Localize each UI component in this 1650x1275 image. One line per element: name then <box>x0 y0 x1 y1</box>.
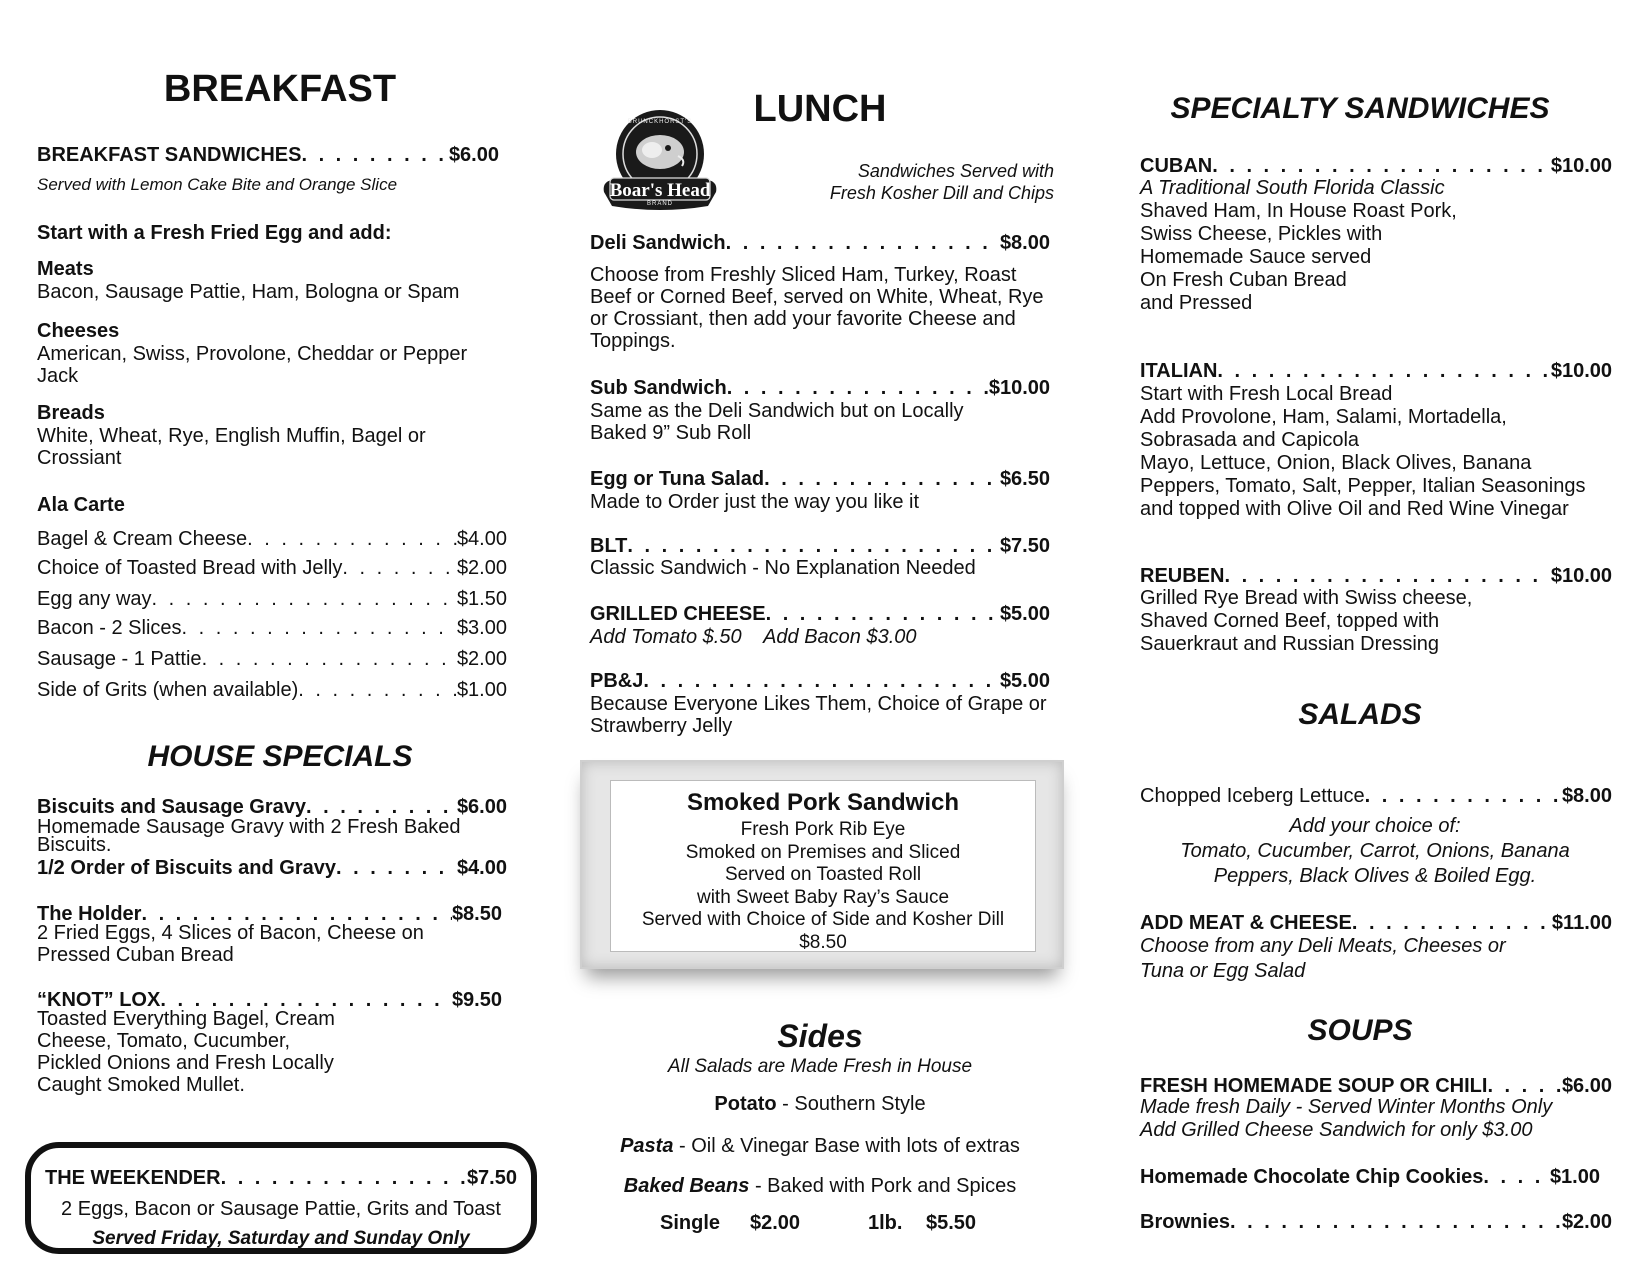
meat-cheese-desc <box>1140 934 1600 984</box>
choice-line: Add your choice of: <box>1289 815 1461 837</box>
breakfast-title: BREAKFAST <box>163 68 397 110</box>
house-specials-title: HOUSE SPECIALS <box>147 740 413 773</box>
item-label: The Holder <box>37 903 142 925</box>
item-price: $10.00 <box>1550 565 1612 587</box>
item-label: Chopped Iceberg Lettuce <box>1140 785 1365 807</box>
grilled-cheese-desc: Add Tomato $.50 Add Bacon $3.00 <box>590 626 917 648</box>
item-price: $6.00 <box>456 796 507 818</box>
soups-title: SOUPS <box>1307 1014 1413 1047</box>
item-price: $9.50 <box>451 989 502 1011</box>
item-label: BLT <box>590 535 628 557</box>
breakfast-sandwiches-row <box>37 144 499 166</box>
desc-line: Shaved Corned Beef, topped with <box>1140 610 1440 632</box>
knot-lox-desc: Toasted Everything Bagel, Cream Cheese, Tomato, Cucumber, Pickled Onions and Fresh Locally Caught Smoked Mullet. <box>37 1008 335 1096</box>
item-price: $5.00 <box>999 603 1050 625</box>
reuben-row <box>1140 565 1612 587</box>
item-price: $2.00 <box>456 557 507 579</box>
side-text: - Southern Style <box>776 1093 926 1115</box>
side-label: Baked Beans <box>623 1175 750 1197</box>
desc-line: Add Grilled Cheese Sandwich for only $3.00 <box>1140 1119 1533 1141</box>
side-label: Pasta <box>620 1135 674 1157</box>
feature-line: with Sweet Baby Ray’s Sauce <box>696 886 950 908</box>
pbj-desc: Because Everyone Likes Them, Choice of Grape or Strawberry Jelly <box>590 693 1047 737</box>
item-label: FRESH HOMEMADE SOUP OR CHILI <box>1140 1075 1488 1097</box>
cuban-row <box>1140 155 1612 177</box>
item-label: Biscuits and Sausage Gravy <box>37 796 307 818</box>
side-lb-price: $5.50 <box>926 1212 977 1234</box>
item-price: $4.00 <box>456 528 507 550</box>
item-price: $5.00 <box>999 670 1050 692</box>
soup-desc <box>1140 1096 1610 1142</box>
desc-line: Tuna or Egg Salad <box>1140 960 1306 982</box>
desc-line: Sauerkraut and Russian Dressing <box>1140 633 1440 655</box>
item-label: ADD MEAT & CHEESE <box>1140 912 1352 934</box>
iceberg-row <box>1140 785 1612 807</box>
alacarte-label: Ala Carte <box>37 494 125 516</box>
blt-desc: Classic Sandwich - No Explanation Needed <box>590 557 976 579</box>
desc-line: Grilled Rye Bread with Swiss cheese, <box>1140 587 1473 609</box>
item-label: THE WEEKENDER <box>45 1167 221 1189</box>
feature-panel <box>610 780 1036 952</box>
side-pasta <box>580 1135 1060 1157</box>
alacarte-item <box>37 679 507 701</box>
item-price: $8.00 <box>999 232 1050 254</box>
side-potato <box>600 1093 1040 1115</box>
lunch-served-line-1: Sandwiches Served with <box>857 161 1054 181</box>
desc-line: and Pressed <box>1140 292 1253 314</box>
item-label: Homemade Chocolate Chip Cookies <box>1140 1166 1484 1188</box>
lunch-served-line-2: Fresh Kosher Dill and Chips <box>829 183 1054 203</box>
item-price: $1.00 <box>456 679 507 701</box>
italian-row <box>1140 360 1612 382</box>
alacarte-item <box>37 588 507 610</box>
logo-bottom-text: BRAND <box>646 201 673 207</box>
item-price: $10.00 <box>1550 360 1612 382</box>
holder-desc: 2 Fried Eggs, 4 Slices of Bacon, Cheese on Pressed Cuban Bread <box>37 922 424 966</box>
desc-line: and topped with Olive Oil and Red Wine Vinegar <box>1140 498 1569 520</box>
desc-line: Add Provolone, Ham, Salami, Mortadella, <box>1140 406 1507 428</box>
item-price: $10.00 <box>988 377 1050 399</box>
alacarte-item <box>37 648 507 670</box>
weekender-desc: 2 Eggs, Bacon or Sausage Pattie, Grits and Toast <box>61 1198 501 1220</box>
boars-head-logo <box>598 108 722 212</box>
item-price: $10.00 <box>1550 155 1612 177</box>
desc-line: Sobrasada and Capicola <box>1140 429 1360 451</box>
side-single-price: $2.00 <box>750 1212 801 1234</box>
egg-tuna-desc: Made to Order just the way you like it <box>590 491 920 513</box>
item-price: $2.00 <box>1561 1211 1612 1233</box>
item-price: $1.00 <box>1549 1166 1600 1188</box>
item-price: $3.00 <box>456 617 507 639</box>
feature-price: $8.50 <box>799 931 847 953</box>
item-label: 1/2 Order of Biscuits and Gravy <box>37 857 336 879</box>
item-label: Deli Sandwich <box>590 232 726 254</box>
item-price: $8.50 <box>451 903 502 925</box>
side-text: - Baked with Pork and Spices <box>749 1175 1017 1197</box>
item-price: $4.00 <box>456 857 507 879</box>
sides-subtitle: All Salads are Made Fresh in House <box>667 1056 973 1077</box>
desc-line: Swiss Cheese, Pickles with <box>1140 223 1383 245</box>
item-label: Sub Sandwich <box>590 377 727 399</box>
item-price: $6.00 <box>448 144 499 166</box>
soup-row <box>1140 1075 1612 1097</box>
item-label: Sausage - 1 Pattie <box>37 648 202 670</box>
feature-title: Smoked Pork Sandwich <box>686 789 960 816</box>
item-label: Bacon - 2 Slices <box>37 617 182 639</box>
choice-line: Peppers, Black Olives & Boiled Egg. <box>1213 865 1537 887</box>
feature-line: Fresh Pork Rib Eye <box>740 819 906 840</box>
item-label: ITALIAN <box>1140 360 1218 382</box>
breakfast-start: Start with a Fresh Fried Egg and add: <box>37 222 392 244</box>
logo-top-text: BRUNCKHORST'S <box>627 119 693 125</box>
item-price: $2.00 <box>456 648 507 670</box>
logo-name: Boar's Head <box>609 180 711 201</box>
item-label: PB&J <box>590 670 644 692</box>
breads-text: White, Wheat, Rye, English Muffin, Bagel or Crossiant <box>37 425 426 469</box>
breakfast-sandwiches-note: Served with Lemon Cake Bite and Orange Slice <box>37 175 398 194</box>
desc-line: Mayo, Lettuce, Onion, Black Olives, Banana <box>1140 452 1532 474</box>
breads-label: Breads <box>37 402 105 424</box>
item-label: BREAKFAST SANDWICHES <box>37 144 302 166</box>
meat-cheese-row <box>1140 912 1612 934</box>
side-beans <box>580 1175 1060 1197</box>
item-label: Choice of Toasted Bread with Jelly <box>37 557 343 579</box>
desc-line: Peppers, Tomato, Salt, Pepper, Italian Seasonings <box>1140 475 1586 497</box>
sub-row <box>590 377 1050 399</box>
weekender-box <box>25 1142 537 1254</box>
item-price: $1.50 <box>456 588 507 610</box>
weekender-note: Served Friday, Saturday and Sunday Only <box>92 1228 470 1249</box>
feature-lines <box>611 819 1035 954</box>
item-label: Egg or Tuna Salad <box>590 468 765 490</box>
salads-title: SALADS <box>1298 698 1422 731</box>
item-label: REUBEN <box>1140 565 1225 587</box>
desc-line: On Fresh Cuban Bread <box>1140 269 1347 291</box>
desc-line: Made fresh Daily - Served Winter Months Only <box>1140 1096 1553 1118</box>
meats-label: Meats <box>37 258 94 280</box>
alacarte-item <box>37 528 507 550</box>
reuben-desc <box>1140 587 1600 656</box>
item-price: $8.00 <box>1561 785 1612 807</box>
deli-desc: Choose from Freshly Sliced Ham, Turkey, Roast Beef or Corned Beef, served on White, Wheat, Rye or Crossiant, then add your favorite Cheese and Toppings. <box>590 264 1044 352</box>
cuban-desc <box>1140 200 1600 315</box>
brownies-row <box>1140 1211 1612 1233</box>
item-label: GRILLED CHEESE <box>590 603 766 625</box>
cheeses-text: American, Swiss, Provolone, Cheddar or Pepper Jack <box>37 343 468 387</box>
sides-title: Sides <box>777 1018 863 1054</box>
item-label: Bagel & Cream Cheese <box>37 528 248 550</box>
weekender-row <box>45 1167 517 1189</box>
salad-choice <box>1140 814 1610 889</box>
desc-line: Homemade Sauce served <box>1140 246 1372 268</box>
half-order-row <box>37 857 507 879</box>
desc-line: Choose from any Deli Meats, Cheeses or <box>1140 935 1506 957</box>
alacarte-item <box>37 617 507 639</box>
egg-tuna-row <box>590 468 1050 490</box>
item-label: “KNOT” LOX <box>37 989 161 1011</box>
item-label: Brownies <box>1140 1211 1231 1233</box>
item-price: $6.50 <box>999 468 1050 490</box>
biscuits-row <box>37 796 507 818</box>
feature-line: Smoked on Premises and Sliced <box>685 841 961 863</box>
lunch-title: LUNCH <box>753 88 887 130</box>
sub-desc: Same as the Deli Sandwich but on Locally Baked 9” Sub Roll <box>590 400 964 444</box>
side-text: - Oil & Vinegar Base with lots of extras <box>673 1135 1020 1157</box>
item-price: $11.00 <box>1551 912 1612 934</box>
item-price: $7.50 <box>999 535 1050 557</box>
item-label: CUBAN <box>1140 155 1213 177</box>
alacarte-item <box>37 557 507 579</box>
meats-text: Bacon, Sausage Pattie, Ham, Bologna or Spam <box>37 281 460 303</box>
specialty-title: SPECIALTY SANDWICHES <box>1170 92 1550 125</box>
cheeses-label: Cheeses <box>37 320 120 342</box>
desc-line: Start with Fresh Local Bread <box>1140 383 1393 405</box>
item-label: Egg any way <box>37 588 152 610</box>
item-price: $6.00 <box>1561 1075 1612 1097</box>
italian-desc <box>1140 383 1620 521</box>
grilled-cheese-row <box>590 603 1050 625</box>
desc-line: Shaved Ham, In House Roast Pork, <box>1140 200 1457 222</box>
biscuits-desc: Homemade Sausage Gravy with 2 Fresh Baked Biscuits. <box>37 816 461 856</box>
blt-row <box>590 535 1050 557</box>
feature-line: Served with Choice of Side and Kosher Dill <box>641 909 1005 930</box>
deli-row <box>590 232 1050 254</box>
item-label: Side of Grits (when available) <box>37 679 299 701</box>
smoked-pork-feature-box <box>580 760 1064 969</box>
side-lb-label: 1lb. <box>868 1212 903 1234</box>
side-single-label: Single <box>660 1212 721 1234</box>
feature-line: Served on Toasted Roll <box>724 864 922 885</box>
cuban-note: A Traditional South Florida Classic <box>1140 177 1445 199</box>
choice-line: Tomato, Cucumber, Carrot, Onions, Banana <box>1180 840 1570 862</box>
item-price: $7.50 <box>466 1167 517 1189</box>
pbj-row <box>590 670 1050 692</box>
cookies-row <box>1140 1166 1600 1188</box>
side-label: Potato <box>714 1093 777 1115</box>
